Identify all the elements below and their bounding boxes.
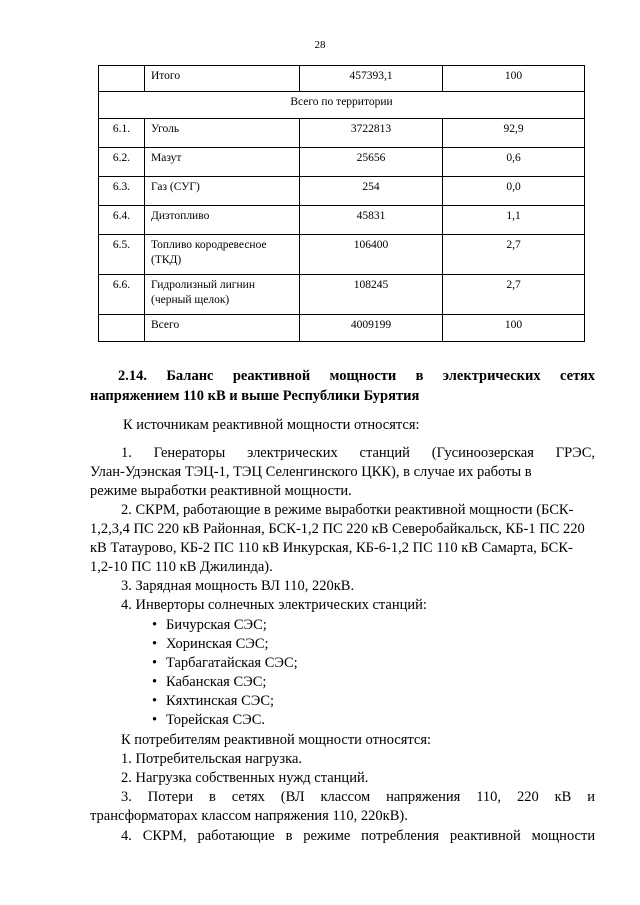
cell-pct: 0,6 [443, 148, 585, 177]
cell-name [145, 235, 300, 275]
heading-word: в [415, 368, 424, 384]
heading-word: электрических [442, 368, 541, 384]
sources-intro: К источникам реактивной мощности относятся: [123, 417, 420, 433]
source-item-4: 4. Инверторы солнечных электрических станций: [121, 597, 427, 613]
cell-name: Дизтопливо [145, 206, 300, 235]
page-number: 28 [314, 39, 326, 51]
table-row [99, 177, 585, 206]
section-number: 2.14. [118, 368, 147, 384]
cell-pct: 2,7 [443, 235, 585, 275]
cell-name-line2: (ТКД) [151, 254, 182, 266]
cell-num: 6.1. [99, 119, 145, 148]
heading-word: Баланс [166, 368, 214, 384]
cell-pct: 100 [443, 66, 585, 92]
cell-pct: 1,1 [443, 206, 585, 235]
cell-num: 6.6. [99, 275, 145, 315]
cell-pct: 92,9 [443, 119, 585, 148]
cell-value: 4009199 [300, 315, 443, 342]
cell-name: Всего [145, 315, 300, 342]
section-heading-line1 [118, 366, 595, 386]
bullet-icon: • [152, 674, 158, 690]
source-item-3: 3. Зарядная мощность ВЛ 110, 220кВ. [121, 578, 355, 594]
cell-value: 3722813 [300, 119, 443, 148]
cell-num: 6.2. [99, 148, 145, 177]
cell-value: 106400 [300, 235, 443, 275]
bullet-icon: • [152, 655, 158, 671]
section-heading [90, 366, 596, 406]
table-row [99, 206, 585, 235]
consumer-item-3-line2: трансформаторах классом напряжения 110, 220кВ). [90, 808, 408, 824]
cell-name: Мазут [145, 148, 300, 177]
cell-value: 457393,1 [300, 66, 443, 92]
cell-pct: 0,0 [443, 177, 585, 206]
list-item: • Тарбагатайская СЭС; [152, 655, 298, 671]
list-item: • Бичурская СЭС; [152, 617, 267, 633]
bullet-icon: • [152, 636, 158, 652]
list-item: • Кяхтинская СЭС; [152, 693, 275, 709]
cell-num: 6.3. [99, 177, 145, 206]
cell-value: 25656 [300, 148, 443, 177]
cell-name: Уголь [145, 119, 300, 148]
source-item-1-line3: режиме выработки реактивной мощности. [90, 483, 352, 499]
source-item-2-line2: 1,2,3,4 ПС 220 кВ Районная, БСК-1,2 ПС 220 кВ Северобайкальск, КБ-1 ПС 220 [90, 521, 585, 537]
cell-name-line1: Топливо кородревесное [151, 239, 267, 251]
cell-num [99, 315, 145, 342]
cell-value: 108245 [300, 275, 443, 315]
bullet-icon: • [152, 693, 158, 709]
heading-word: сетях [559, 368, 596, 384]
source-item-1-line1: 1. Генераторы электрических станций (Гусиноозерская ГРЭС, [121, 445, 596, 461]
table-row [99, 66, 585, 92]
source-item-2-line3: кВ Татаурово, КБ-2 ПС 110 кВ Инкурская, КБ-6-1,2 ПС 110 кВ Самарта, БСК- [90, 540, 573, 556]
cell-value: 45831 [300, 206, 443, 235]
consumer-item-1: 1. Потребительская нагрузка. [121, 751, 303, 767]
cell-name-line1: Гидролизный лигнин [151, 279, 255, 291]
table-row [99, 119, 585, 148]
table-row [99, 315, 585, 342]
heading-word: мощности [329, 368, 397, 384]
cell-num: 6.4. [99, 206, 145, 235]
heading-word: реактивной [232, 368, 311, 384]
consumer-item-2: 2. Нагрузка собственных нужд станций. [121, 770, 369, 786]
cell-value: 254 [300, 177, 443, 206]
fuel-balance-table [98, 65, 585, 342]
list-item: • Кабанская СЭС; [152, 674, 267, 690]
consumer-item-3-line1: 3. Потери в сетях (ВЛ классом напряжения 110, 220 кВ и [121, 789, 595, 805]
list-item: • Хоринская СЭС; [152, 636, 269, 652]
source-item-2-line1: 2. СКРМ, работающие в режиме выработки реактивной мощности (БСК- [121, 502, 574, 518]
table-row [99, 235, 585, 275]
table-row [99, 275, 585, 315]
cell-num: 6.5. [99, 235, 145, 275]
source-item-2-line4: 1,2-10 ПС 110 кВ Джилинда). [90, 559, 273, 575]
section-heading-line2: напряжением 110 кВ и выше Республики Бурятия [90, 388, 420, 404]
consumer-item-4-line1: 4. СКРМ, работающие в режиме потребления реактивной мощности [121, 828, 596, 844]
consumers-intro: К потребителям реактивной мощности относятся: [121, 732, 432, 748]
cell-pct: 100 [443, 315, 585, 342]
list-item: • Торейская СЭС. [152, 712, 265, 728]
bullet-icon: • [152, 712, 158, 728]
table-row [99, 148, 585, 177]
cell-name [145, 275, 300, 315]
cell-num [99, 66, 145, 92]
cell-name: Газ (СУГ) [145, 177, 300, 206]
source-item-1-line2: Улан-Удэнская ТЭЦ-1, ТЭЦ Селенгинского ЦКК), в случае их работы в [90, 464, 532, 480]
cell-name-line2: (черный щелок) [151, 294, 230, 306]
cell-pct: 2,7 [443, 275, 585, 315]
bullet-icon: • [152, 617, 158, 633]
cell-territory-total-header: Всего по территории [99, 92, 585, 119]
table-row [99, 92, 585, 119]
cell-name: Итого [145, 66, 300, 92]
